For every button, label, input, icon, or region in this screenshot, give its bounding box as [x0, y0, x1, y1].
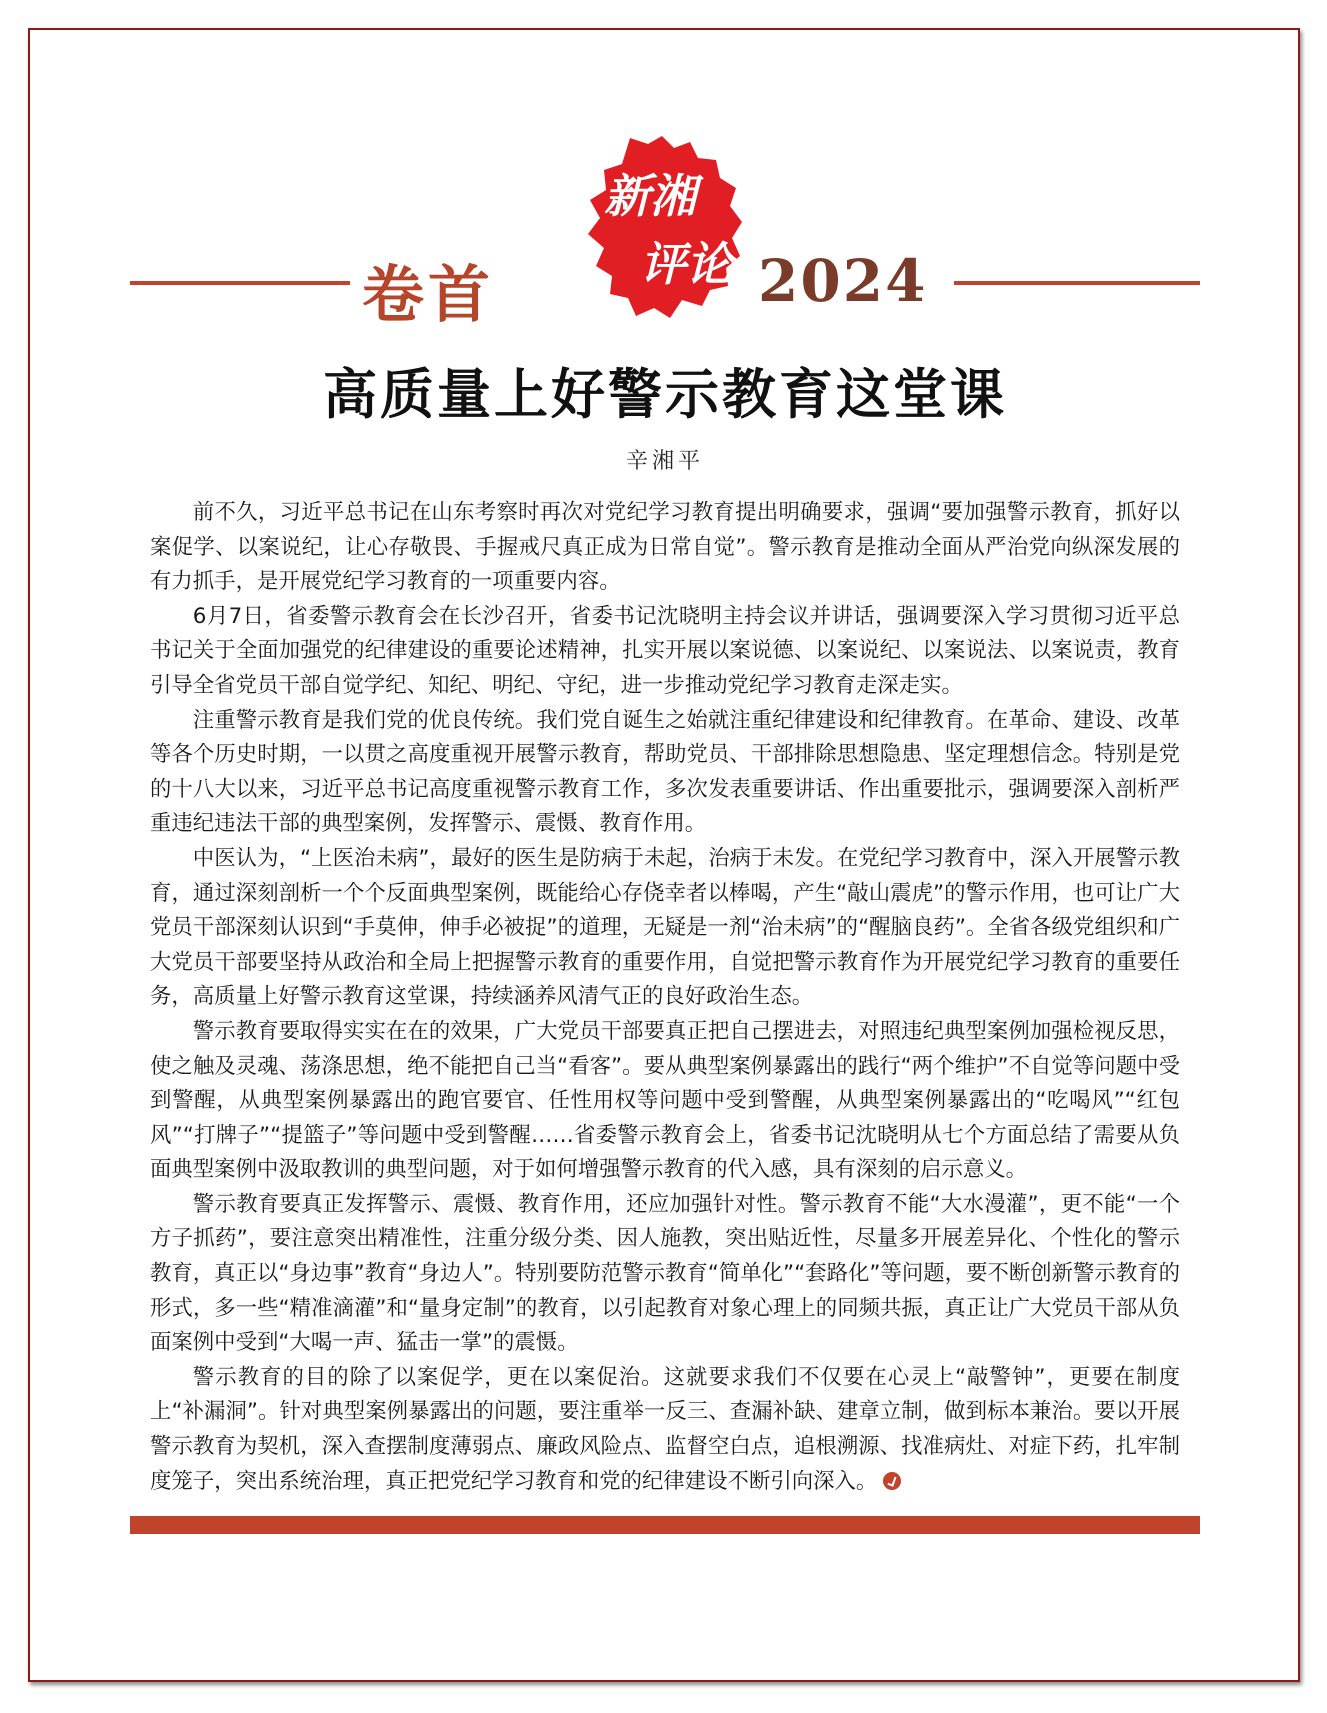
paragraph-last	[150, 1361, 1180, 1499]
paragraph: 注重警示教育是我们党的优良传统。我们党自诞生之始就注重纪律建设和纪律教育。在革命、建设、改革等各个历史时期，一以贯之高度重视开展警示教育，帮助党员、干部排除思想隐患、坚定理想信念。特别是党的十八大以来，习近平总书记高度重视警示教育工作，多次发表重要讲话、作出重要批示，强调要深入剖析严重违纪违法干部的典型案例，发挥警示、震慑、教育作用。	[150, 707, 1180, 837]
paragraph: 警示教育要真正发挥警示、震慑、教育作用，还应加强针对性。警示教育不能“大水漫灌”，更不能“一个方子抓药”，要注意突出精准性，注重分级分类、因人施教，突出贴近性，尽量多开展差异化、个性化的警示教育，真正以“身边事”教育“身边人”。特别要防范警示教育“简单化”“套路化”等问题，要不断创新警示教育的形式，多一些“精准滴灌”和“量身定制”的教育，以引起教育对象心理上的同频共振，真正让广大党员干部从负面案例中受到“大喝一声、猛击一掌”的震慑。	[150, 1191, 1180, 1356]
year-label: 2024	[758, 247, 928, 315]
paragraph: 6月7日，省委警示教育会在长沙召开，省委书记沈晓明主持会议并讲话，强调要深入学习贯彻习近平总书记关于全面加强党的纪律建设的重要论述精神，扎实开展以案说德、以案说纪、以案说法、以案说责，教育引导全省党员干部自觉学纪、知纪、明纪、守纪，进一步推动党纪学习教育走深走实。	[150, 603, 1180, 698]
paragraph: 警示教育要取得实实在在的效果，广大党员干部要真正把自己摆进去，对照违纪典型案例加强检视反思，使之触及灵魂、荡涤思想，绝不能把自己当“看客”。要从典型案例暴露出的践行“两个维护”不自觉等问题中受到警醒，从典型案例暴露出的跑官要官、任性用权等问题中受到警醒，从典型案例暴露出的“吃喝风”“红包风”“打牌子”“提篮子”等问题中受到警醒……省委警示教育会上，省委书记沈晓明从七个方面总结了需要从负面典型案例中汲取教训的典型问题，对于如何增强警示教育的代入感，具有深刻的启示意义。	[150, 1018, 1180, 1183]
footer-bar	[130, 1516, 1200, 1534]
svg-text:新湘: 新湘	[604, 169, 696, 223]
section-label: 卷首	[362, 258, 495, 331]
paragraph: 中医认为，“上医治未病”，最好的医生是防病于未起，治病于未发。在党纪学习教育中，深入开展警示教育，通过深刻剖析一个个反面典型案例，既能给心存侥幸者以棒喝，产生“敲山震虎”的警示作用，也可让广大党员干部深刻认识到“手莫伸，伸手必被捉”的道理，无疑是一剂“治未病”的“醒脑良药”。全省各级党组织和广大党员干部要坚持从政治和全局上把握警示教育的重要作用，自觉把警示教育作为开展党纪学习教育的重要任务，高质量上好警示教育这堂课，持续涵养风清气正的良好政治生态。	[150, 845, 1180, 1010]
header-rule-right	[954, 281, 1200, 285]
xinxiang-pinglun-logo	[570, 130, 750, 330]
article-body	[150, 496, 1180, 1499]
masthead	[130, 130, 1200, 330]
header-rule-left	[130, 281, 350, 285]
article-title: 高质量上好警示教育这堂课	[323, 362, 1007, 426]
svg-text:评论: 评论	[640, 237, 732, 291]
article-author: 辛湘平	[625, 449, 704, 474]
paragraph: 前不久，习近平总书记在山东考察时再次对党纪学习教育提出明确要求，强调“要加强警示教育，抓好以案促学、以案说纪，让心存敬畏、手握戒尺真正成为日常自觉”。警示教育是推动全面从严治党向纵深发展的有力抓手，是开展党纪学习教育的一项重要内容。	[150, 500, 1180, 595]
end-mark-icon	[883, 1472, 901, 1490]
paragraph-text: 警示教育的目的除了以案促学，更在以案促治。这就要求我们不仅要在心灵上“敲警钟”，更要在制度上“补漏洞”。针对典型案例暴露出的问题，要注重举一反三、查漏补缺、建章立制，做到标本兼治。要以开展警示教育为契机，深入查摆制度薄弱点、廉政风险点、监督空白点，追根溯源、找准病灶、对症下药，扎牢制度笼子，突出系统治理，真正把党纪学习教育和党的纪律建设不断引向深入。	[150, 1364, 1180, 1494]
